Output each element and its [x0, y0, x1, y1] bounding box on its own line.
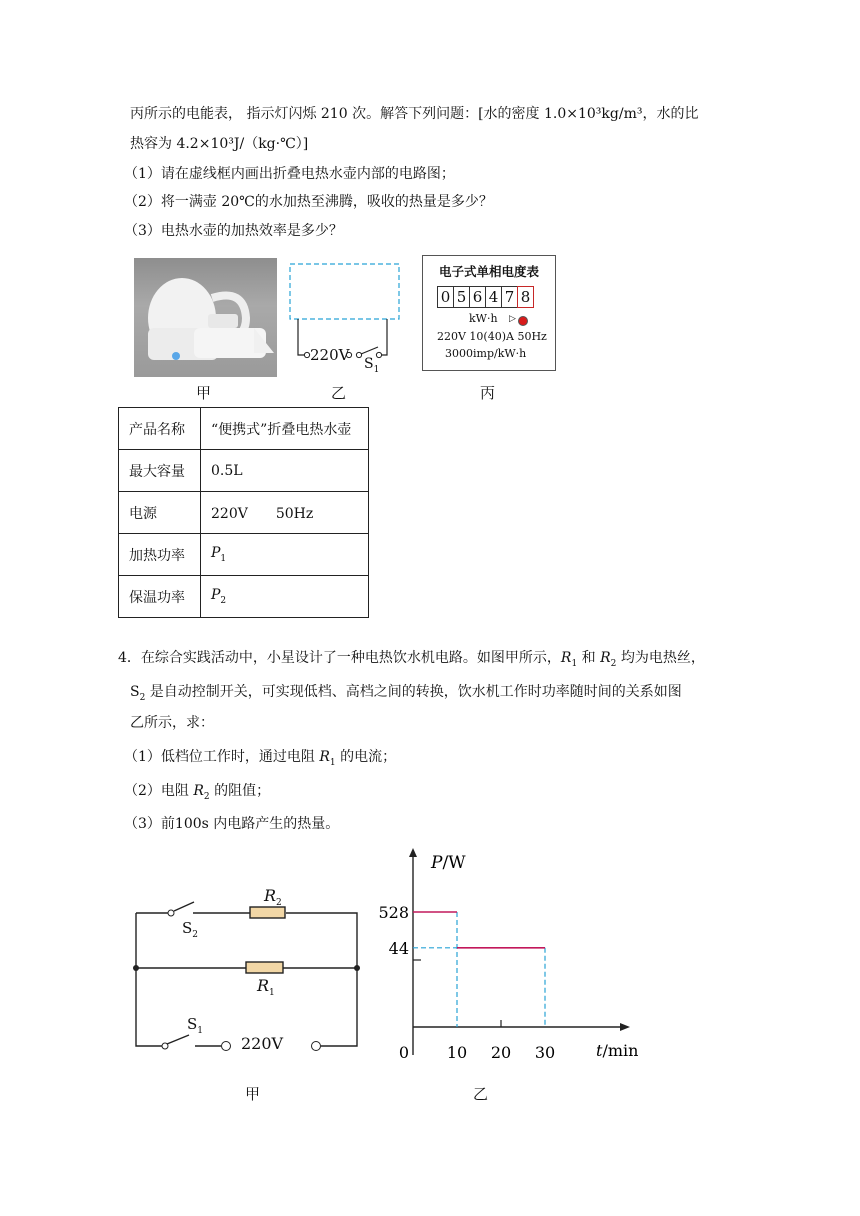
s2-contact-icon	[168, 910, 174, 916]
meter-digit: 0	[437, 286, 454, 308]
graph-axes	[409, 848, 630, 1055]
s2-label: $S_2$	[182, 919, 199, 940]
table-row	[119, 534, 369, 576]
s1-contact-icon	[162, 1043, 168, 1049]
electric-meter	[422, 255, 556, 371]
table-value: $P_2$	[201, 576, 369, 618]
x-axis-arrow-icon	[620, 1023, 630, 1031]
switch-s1-label: $S_1$	[364, 356, 380, 375]
meter-digit-decimal: 8	[517, 286, 534, 308]
meter-digit: 5	[453, 286, 470, 308]
table-key: 电源	[119, 492, 201, 534]
meter-rating: 220V 10(40)A 50Hz	[437, 330, 547, 343]
q3-part1: （1）请在虚线框内画出折叠电热水壶内部的电路图；	[124, 166, 455, 182]
meter-digit: 6	[469, 286, 486, 308]
meter-unit: kW·h	[469, 312, 498, 325]
y-axis-label: P/W	[431, 853, 466, 873]
table-row	[119, 576, 369, 618]
table-key: 加热功率	[119, 534, 201, 576]
meter-digit: 4	[485, 286, 502, 308]
q4-part2: （2）电阻 $R_2$ 的阻值；	[124, 783, 271, 802]
q3-part2: （2）将一满壶 20℃的水加热至沸腾，吸收的热量是多少？	[124, 194, 493, 210]
q4-part3: （3）前100s 内电路产生的热量。	[124, 816, 340, 832]
table-row	[119, 450, 369, 492]
kettle-illustration	[134, 258, 277, 377]
table-key: 最大容量	[119, 450, 201, 492]
indicator-arrow-icon: ▷	[509, 314, 516, 324]
terminal-right-icon	[312, 1042, 321, 1051]
meter-title: 电子式单相电度表	[438, 264, 539, 279]
y-axis-arrow-icon	[409, 848, 417, 857]
x-tick-label: 30	[534, 1043, 556, 1062]
table-row	[119, 408, 369, 450]
meter-digit: 7	[501, 286, 518, 308]
y-tick-label: 44	[388, 938, 409, 958]
terminal-left-icon	[222, 1042, 231, 1051]
junction-left-icon	[133, 965, 139, 971]
source-voltage-label: 220V	[310, 346, 350, 364]
x-tick-label: 20	[490, 1043, 512, 1062]
q4-line3: 乙所示，求：	[130, 715, 214, 731]
dashed-answer-box	[290, 264, 399, 319]
q3-part3: （3）电热水壶的加热效率是多少？	[124, 223, 343, 239]
power-time-graph	[376, 840, 656, 1070]
figure-bing-caption: 丙	[480, 384, 496, 402]
meter-constant: 3000imp/kW·h	[445, 347, 527, 360]
table-key: 保温功率	[119, 576, 201, 618]
x-axis-label: t/min	[596, 1041, 639, 1060]
y-tick-label: 528	[378, 902, 409, 922]
figure-jia-caption: 甲	[196, 384, 212, 402]
table-row	[119, 492, 369, 534]
circuit-caption: 甲	[245, 1085, 261, 1103]
table-value: 220V 50Hz	[201, 492, 369, 534]
r1-label: $R_1$	[257, 976, 275, 999]
kettle-photo	[134, 258, 277, 377]
indicator-led-icon	[518, 316, 528, 326]
x-tick-label: 10	[446, 1043, 468, 1062]
graph-caption: 乙	[473, 1085, 489, 1103]
junction-right-icon	[354, 965, 360, 971]
table-value: 0.5L	[201, 450, 369, 492]
meter-digits	[438, 286, 534, 308]
s1-label: $S_1$	[187, 1015, 204, 1036]
q3-intro-line2: 热容为 4.2×10³J/（kg·℃）]	[130, 136, 309, 152]
source-220v-label: 220V	[241, 1034, 284, 1053]
table-key: 产品名称	[119, 408, 201, 450]
q4-line1: 4．在综合实践活动中，小星设计了一种电热饮水机电路。如图甲所示，$R_1$ 和 $R_2$ 均为电热丝，	[118, 650, 705, 669]
x-tick-label: 0	[398, 1043, 410, 1062]
table-value: $P_1$	[201, 534, 369, 576]
q4-part1: （1）低档位工作时，通过电阻 $R_1$ 的电流；	[124, 749, 397, 768]
r2-label: $R_2$	[264, 886, 282, 909]
q3-intro-line1: 丙所示的电能表， 指示灯闪烁 210 次。解答下列问题：[水的密度 1.0×10³kg/m³，水的比	[130, 106, 699, 122]
table-value: “便携式”折叠电热水壶	[201, 408, 369, 450]
figure-yi-caption: 乙	[331, 384, 347, 402]
kettle-spec-table	[118, 407, 369, 618]
q4-line2: $S_2$ 是自动控制开关，可实现低档、高档之间的转换，饮水机工作时功率随时间的关系如图	[130, 684, 682, 703]
